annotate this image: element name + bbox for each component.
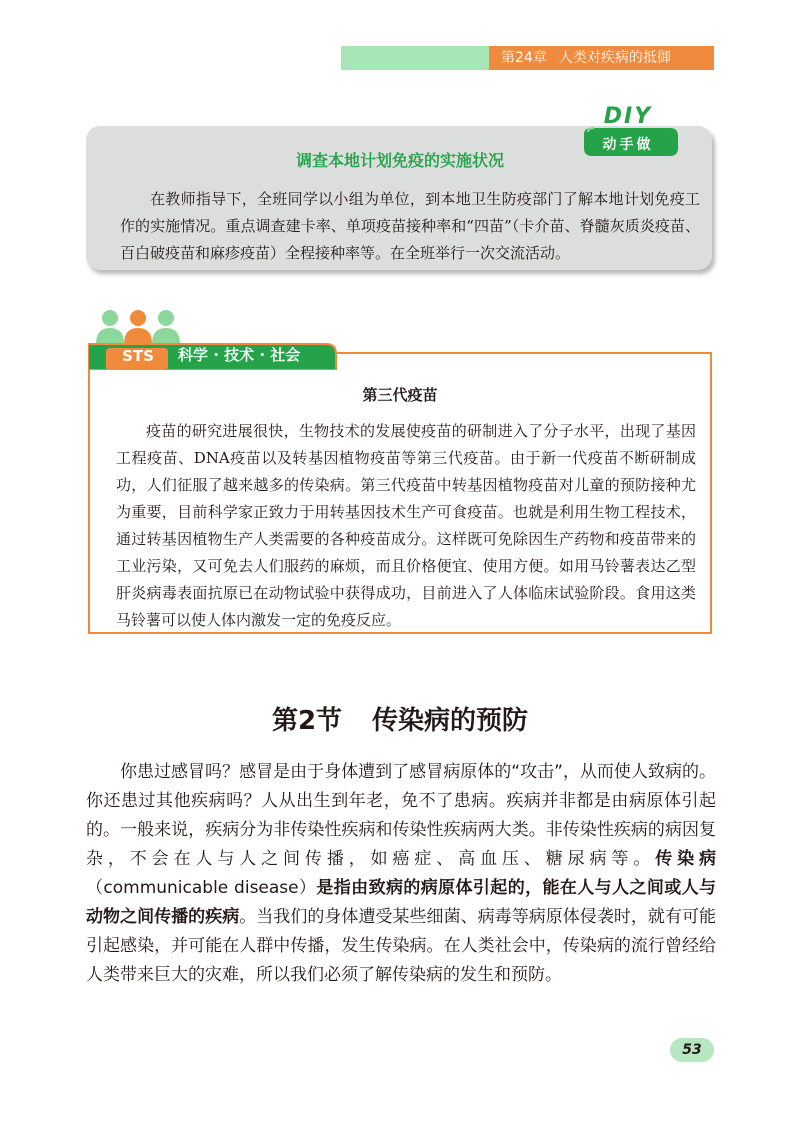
people-icon	[96, 308, 180, 344]
page-number: 53	[670, 1038, 714, 1062]
diy-text: 在教师指导下，全班同学以小组为单位，到本地卫生防疫部门了解本地计划免疫工作的实施情况。重点调查建卡率、单项疫苗接种率和“四苗”（卡介苗、脊髓灰质炎疫苗、百白破疫苗和麻疹疫苗）全程接种率等。在全班举行一次交流活动。	[120, 190, 700, 262]
sts-text: 疫苗的研究进展很快，生物技术的发展使疫苗的研制进入了分子水平，出现了基因工程疫苗、DNA疫苗以及转基因植物疫苗等第三代疫苗。由于新一代疫苗不断研制成功，人们征服了越来越多的传染病。第三代疫苗中转基因植物疫苗对儿童的预防接种尤为重要，目前科学家正致力于用转基因技术生产可食疫苗。也就是利用生物工程技术，通过转基因植物生产人类需要的各种疫苗成分。这样既可免除因生产药物和疫苗带来的工业污染，又可免去人们服药的麻烦，而且价格便宜、使用方便。如用马铃薯表达乙型肝炎病毒表面抗原已在动物试验中获得成功，目前进入了人体临床试验阶段。食用这类马铃薯可以使人体内激发一定的免疫反应。	[116, 422, 696, 629]
sts-title: 科学 · 技术 · 社会	[178, 346, 301, 364]
body-text-before: 你患过感冒吗？感冒是由于身体遭到了感冒病原体的“攻击”，从而使人致病的。你还患过其他疾病吗？人从出生到年老，免不了患病。疾病并非都是由病原体引起的。一般来说，疾病分为非传染性疾病和传染性疾病两大类。非传染性疾病的病因复杂，不会在人与人之间传播，如癌症、高血压、糖尿病等。	[86, 762, 716, 869]
chapter-title: 人类对疾病的抵御	[558, 50, 671, 66]
header-green-strip	[341, 46, 489, 70]
sts-subtitle: 第三代疫苗	[362, 386, 438, 404]
body-text-after: 。当我们的身体遭受某些细菌、病毒等病原体侵袭时，就有可能引起感染，并可能在人群中传播，发生传染病。在人类社会中，传染病的流行曾经给人类带来巨大的灾难，所以我们必须了解传染病的发生和预防。	[86, 907, 716, 985]
definition-bold: 是指由致病的病原体引起的，能在人与人之间或人与动物之间传播的疾病	[86, 878, 716, 927]
term-english: （communicable disease）	[86, 878, 317, 898]
diy-title: 调查本地计划免疫的实施状况	[295, 151, 504, 170]
section-name: 传染病的预防	[372, 706, 529, 736]
section-title	[0, 700, 800, 737]
diy-logo: DIY	[603, 104, 653, 129]
diy-label: 动手做	[602, 137, 654, 153]
term-bold: 传染病	[655, 849, 717, 869]
chapter-header	[489, 46, 714, 70]
body-paragraph	[86, 758, 716, 990]
chapter-number: 第24章	[501, 50, 547, 66]
sts-label: STS	[122, 347, 154, 365]
section-number: 第2节	[271, 706, 343, 736]
